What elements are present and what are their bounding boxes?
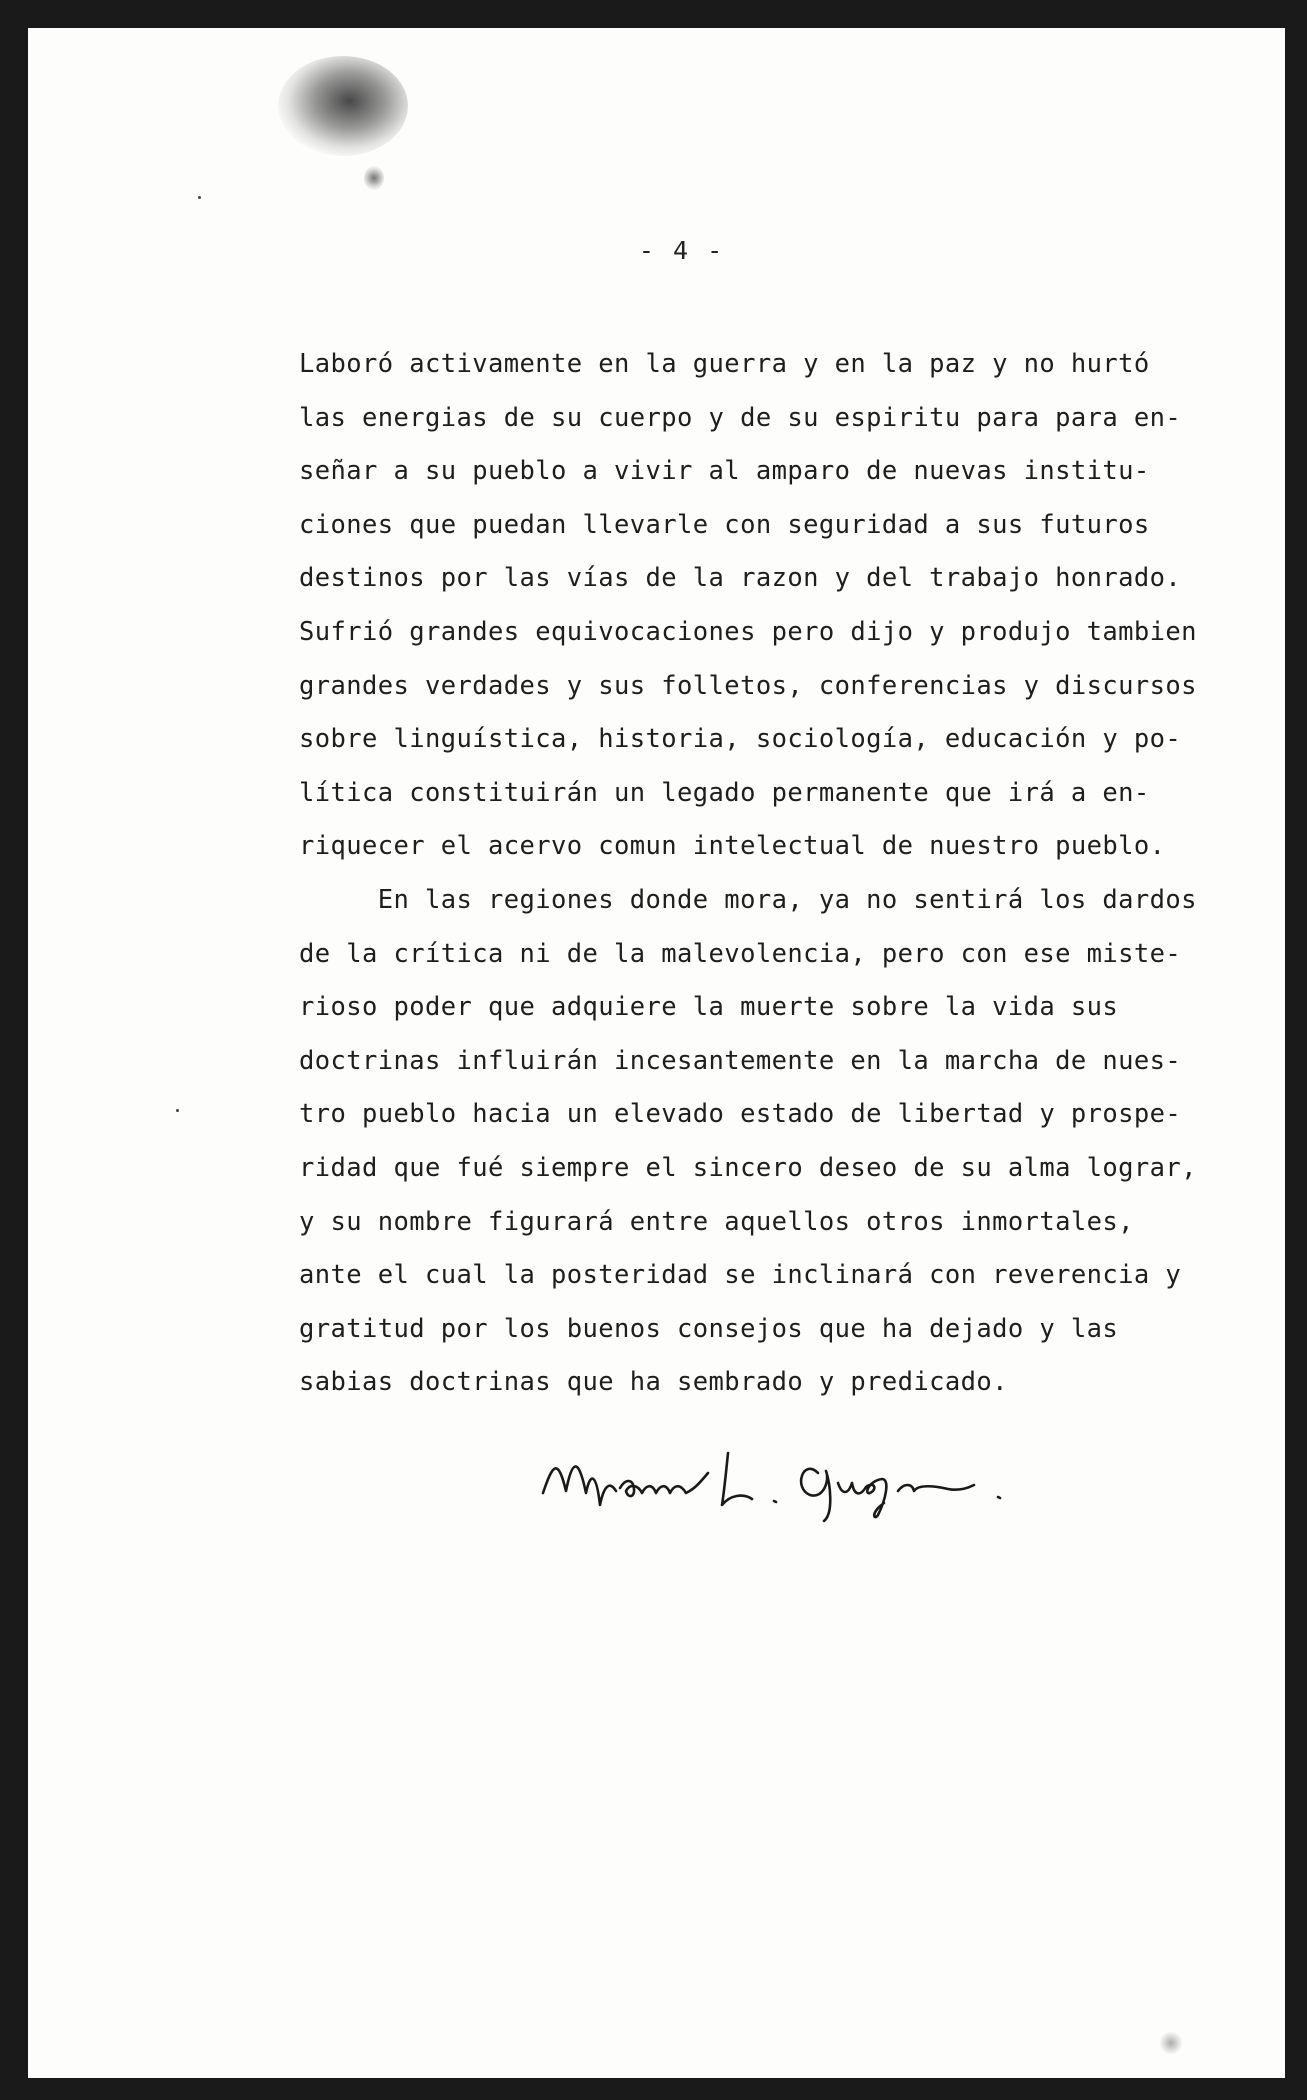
text-line: y su nombre figurará entre aquellos otros inmortales, [299, 1206, 1134, 1237]
ink-blot-stain [278, 56, 408, 156]
text-line: grandes verdades y sus folletos, conferencias y discursos [299, 670, 1197, 701]
text-line: tro pueblo hacia un elevado estado de libertad y prospe- [299, 1099, 1182, 1130]
handwritten-signature [538, 1433, 1058, 1523]
text-line: riquecer el acervo comun intelectual de nuestro pueblo. [299, 831, 1166, 862]
text-line: ridad que fué siempre el sincero deseo de su alma lograr, [299, 1152, 1197, 1183]
paper-smudge [1160, 2032, 1182, 2054]
text-line: gratitud por los buenos consejos que ha dejado y las [299, 1313, 1119, 1344]
text-line: destinos por las vías de la razon y del trabajo honrado. [299, 563, 1182, 594]
text-line: de la crítica ni de la malevolencia, pero con ese miste- [299, 938, 1182, 969]
text-line: lítica constituirán un legado permanente que irá a en- [299, 777, 1150, 808]
text-line: Laboró activamente en la guerra y en la paz y no hurtó [299, 349, 1150, 379]
body-text [299, 338, 1229, 1410]
paper-speck [176, 1109, 179, 1112]
text-line: las energias de su cuerpo y de su espiritu para para en- [299, 402, 1182, 433]
text-line: ante el cual la posteridad se inclinará con reverencia y [299, 1260, 1182, 1291]
page-number: - 4 - [638, 236, 725, 265]
paper-speck [198, 196, 201, 199]
text-line: sabias doctrinas que ha sembrado y predicado. [299, 1367, 1008, 1398]
text-line: ciones que puedan llevarle con seguridad a sus futuros [299, 509, 1150, 540]
text-line: sobre linguística, historia, sociología, educación y po- [299, 724, 1182, 755]
text-line: doctrinas influirán incesantemente en la marcha de nues- [299, 1045, 1182, 1076]
text-line: En las regiones donde mora, ya no sentirá los dardos [299, 884, 1197, 915]
text-line: señar a su pueblo a vivir al amparo de nuevas institu- [299, 456, 1150, 487]
text-line: rioso poder que adquiere la muerte sobre la vida sus [299, 992, 1119, 1023]
ink-spot [364, 166, 384, 190]
text-line: Sufrió grandes equivocaciones pero dijo y produjo tambien [299, 616, 1197, 647]
